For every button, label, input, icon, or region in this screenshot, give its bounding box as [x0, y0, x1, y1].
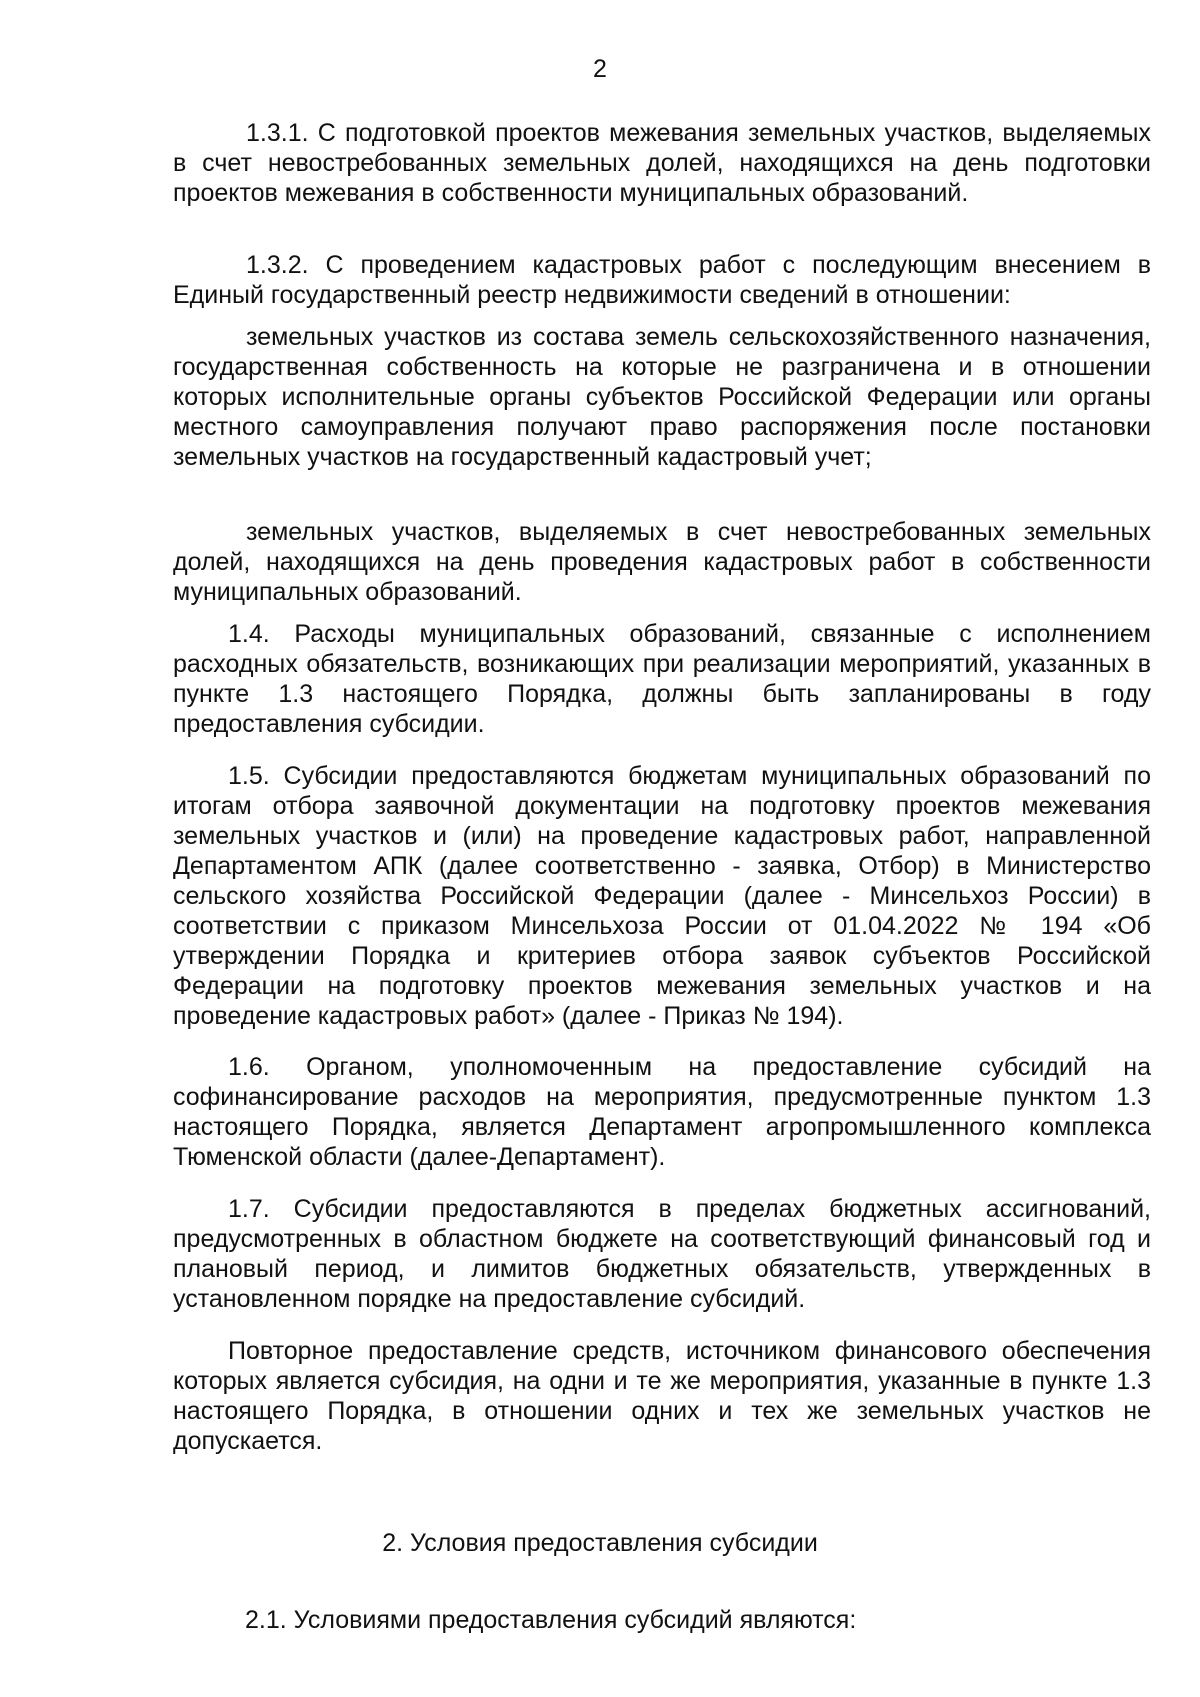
paragraph-1-3-1: 1.3.1. С подготовкой проектов межевания земельных участков, выделяемых в счет невостребованных земельных долей, находящихся на день подготовки проектов межевания в собственности муниципальных образований. [173, 119, 1151, 207]
paragraph-1-6: 1.6. Органом, уполномоченным на предоставление субсидий на софинансирование расходов на мероприятия, предусмотренные пунктом 1.3 настоящего Порядка, является Департамент агропромышленного комплекса Тюменской области (далее-Департамент). [173, 1053, 1151, 1171]
paragraph-2-1: 2.1. Условиями предоставления субсидий являются: [245, 1606, 857, 1634]
page-number: 2 [593, 55, 607, 83]
paragraph-land-plots-agricultural: земельных участков из состава земель сельскохозяйственного назначения, государственная собственность на которые не разграничена и в отношении которых исполнительные органы субъектов Российской Федерации или органы местного самоуправления получают право распоряжения после постановки земельных участков на государственный кадастровый учет; [173, 323, 1151, 471]
paragraph-repeat-provision: Повторное предоставление средств, источником финансового обеспечения которых является субсидия, на одни и те же мероприятия, указанные в пункте 1.3 настоящего Порядка, в отношении одних и тех же земельных участков не допускается. [173, 1337, 1151, 1455]
paragraph-1-7: 1.7. Субсидии предоставляются в пределах бюджетных ассигнований, предусмотренных в областном бюджете на соответствующий финансовый год и плановый период, и лимитов бюджетных обязательств, утвержденных в установленном порядке на предоставление субсидий. [173, 1195, 1151, 1313]
section-heading: 2. Условия предоставления субсидии [382, 1529, 818, 1557]
paragraph-1-4: 1.4. Расходы муниципальных образований, связанные с исполнением расходных обязательств, возникающих при реализации мероприятий, указанных в пункте 1.3 настоящего Порядка, должны быть запланированы в году предоставления субсидии. [173, 620, 1151, 738]
paragraph-land-plots-unclaimed: земельных участков, выделяемых в счет невостребованных земельных долей, находящихся на день проведения кадастровых работ в собственности муниципальных образований. [173, 518, 1151, 606]
paragraph-1-3-2: 1.3.2. С проведением кадастровых работ с последующим внесением в Единый государственный реестр недвижимости сведений в отношении: [173, 251, 1151, 309]
paragraph-1-5: 1.5. Субсидии предоставляются бюджетам муниципальных образований по итогам отбора заявочной документации на подготовку проектов межевания земельных участков и (или) на проведение кадастровых работ, направленной Департаментом АПК (далее соответственно - заявка, Отбор) в Министерство сельского хозяйства Российской Федерации (далее - Минсельхоз России) в соответствии с приказом Минсельхоза России от 01.04.2022 № 194 «Об утверждении Порядка и критериев отбора заявок субъектов Российской Федерации на подготовку проектов межевания земельных участков и на проведение кадастровых работ» (далее - Приказ № 194). [173, 762, 1151, 1030]
